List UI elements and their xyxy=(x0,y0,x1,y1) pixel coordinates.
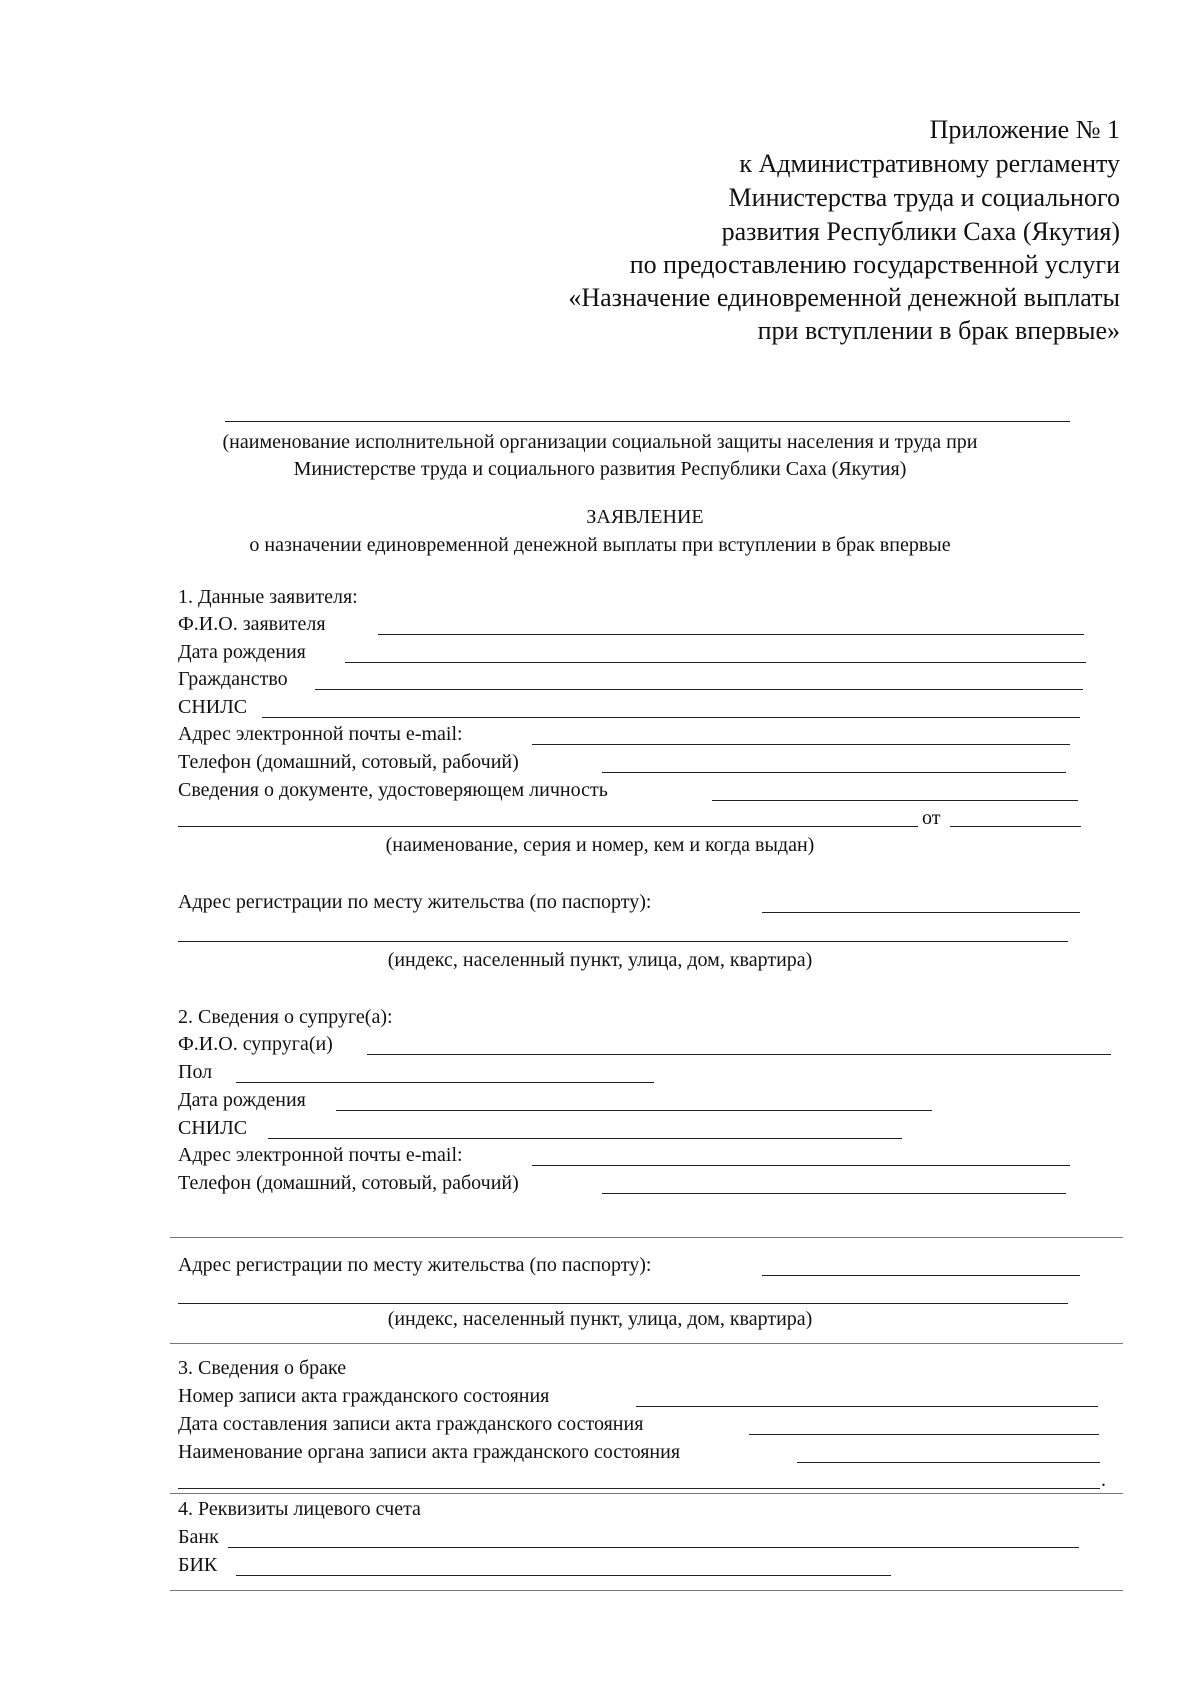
bank-label: Банк xyxy=(178,1526,219,1548)
applicant-email-field[interactable] xyxy=(532,744,1070,745)
spouse-phone-field[interactable] xyxy=(602,1193,1066,1194)
applicant-id-document-label: Сведения о документе, удостоверяющем личность xyxy=(178,779,608,801)
applicant-snils-label: СНИЛС xyxy=(178,696,248,718)
appendix-line-5: по предоставлению государственной услуги xyxy=(629,250,1120,279)
applicant-id-document-caption: (наименование, серия и номер, кем и когда выдан) xyxy=(385,834,815,856)
appendix-line-2: к Административному регламенту xyxy=(739,149,1120,178)
bank-field[interactable] xyxy=(228,1547,1079,1548)
divider xyxy=(170,1493,1123,1494)
bik-field[interactable] xyxy=(236,1575,891,1576)
applicant-address-field[interactable] xyxy=(762,912,1080,913)
spouse-sex-label: Пол xyxy=(178,1061,213,1083)
form-subtitle: о назначении единовременной денежной выплаты при вступлении в брак впервые xyxy=(249,534,951,556)
applicant-phone-field[interactable] xyxy=(602,772,1066,773)
applicant-address-caption: (индекс, населенный пункт, улица, дом, квартира) xyxy=(387,949,813,971)
appendix-line-7: при вступлении в брак впервые» xyxy=(757,316,1120,345)
section3-heading: 3. Сведения о браке xyxy=(178,1357,347,1379)
spouse-birthdate-label: Дата рождения xyxy=(178,1089,306,1111)
spouse-fio-label: Ф.И.О. супруга(и) xyxy=(178,1033,333,1055)
spouse-address-label: Адрес регистрации по месту жительства (по паспорту): xyxy=(178,1254,652,1276)
applicant-id-document-field[interactable] xyxy=(712,800,1078,801)
civil-record-date-field[interactable] xyxy=(749,1434,1099,1435)
civil-record-number-field[interactable] xyxy=(636,1406,1098,1407)
applicant-birthdate-field[interactable] xyxy=(345,662,1086,663)
applicant-id-document-field-2[interactable] xyxy=(178,826,918,827)
civil-record-number-label: Номер записи акта гражданского состояния xyxy=(178,1385,550,1407)
applicant-citizenship-label: Гражданство xyxy=(178,668,288,690)
appendix-line-6: «Назначение единовременной денежной выплаты xyxy=(568,283,1120,312)
divider xyxy=(170,1590,1123,1591)
spouse-address-field[interactable] xyxy=(762,1275,1080,1276)
divider xyxy=(170,1343,1123,1344)
appendix-line-3: Министерства труда и социального xyxy=(728,183,1120,212)
appendix-line-1: Приложение № 1 xyxy=(929,115,1120,144)
spouse-fio-field[interactable] xyxy=(367,1054,1111,1055)
spouse-address-field-2[interactable] xyxy=(178,1303,1068,1304)
applicant-fio-label: Ф.И.О. заявителя xyxy=(178,613,326,635)
section2-heading: 2. Сведения о супруге(а): xyxy=(178,1006,393,1028)
applicant-snils-field[interactable] xyxy=(262,717,1080,718)
section1-heading: 1. Данные заявителя: xyxy=(178,586,358,608)
spouse-sex-field[interactable] xyxy=(236,1082,654,1083)
applicant-citizenship-field[interactable] xyxy=(315,689,1083,690)
registry-office-field-2[interactable] xyxy=(178,1488,1100,1489)
applicant-email-label: Адрес электронной почты e-mail: xyxy=(178,723,463,745)
organization-caption-line-2: Министерстве труда и социального развития Республики Саха (Якутия) xyxy=(293,458,907,480)
spouse-birthdate-field[interactable] xyxy=(336,1110,932,1111)
registry-office-end-dot: . xyxy=(1101,1469,1106,1491)
applicant-address-field-2[interactable] xyxy=(178,941,1068,942)
spouse-snils-field[interactable] xyxy=(268,1138,902,1139)
registry-office-label: Наименование органа записи акта гражданского состояния xyxy=(178,1441,681,1463)
applicant-fio-field[interactable] xyxy=(378,634,1084,635)
form-title: ЗАЯВЛЕНИЕ xyxy=(586,506,704,528)
organization-caption-line-1: (наименование исполнительной организации социальной защиты населения и труда при xyxy=(222,431,978,453)
appendix-line-4: развития Республики Саха (Якутия) xyxy=(721,217,1120,246)
applicant-id-document-date-field[interactable] xyxy=(950,826,1081,827)
spouse-snils-label: СНИЛС xyxy=(178,1117,248,1139)
spouse-email-label: Адрес электронной почты e-mail: xyxy=(178,1144,463,1166)
civil-record-date-label: Дата составления записи акта гражданского состояния xyxy=(178,1413,644,1435)
applicant-birthdate-label: Дата рождения xyxy=(178,641,306,663)
applicant-id-document-from-label: от xyxy=(922,807,941,829)
registry-office-field[interactable] xyxy=(797,1462,1100,1463)
applicant-phone-label: Телефон (домашний, сотовый, рабочий) xyxy=(178,751,519,773)
applicant-address-label: Адрес регистрации по месту жительства (по паспорту): xyxy=(178,891,652,913)
section4-heading: 4. Реквизиты лицевого счета xyxy=(178,1498,421,1520)
spouse-phone-label: Телефон (домашний, сотовый, рабочий) xyxy=(178,1172,519,1194)
organization-name-field[interactable] xyxy=(225,421,1070,422)
bik-label: БИК xyxy=(178,1554,218,1576)
spouse-email-field[interactable] xyxy=(532,1165,1070,1166)
spouse-address-caption: (индекс, населенный пункт, улица, дом, квартира) xyxy=(387,1308,813,1330)
divider xyxy=(170,1237,1123,1238)
